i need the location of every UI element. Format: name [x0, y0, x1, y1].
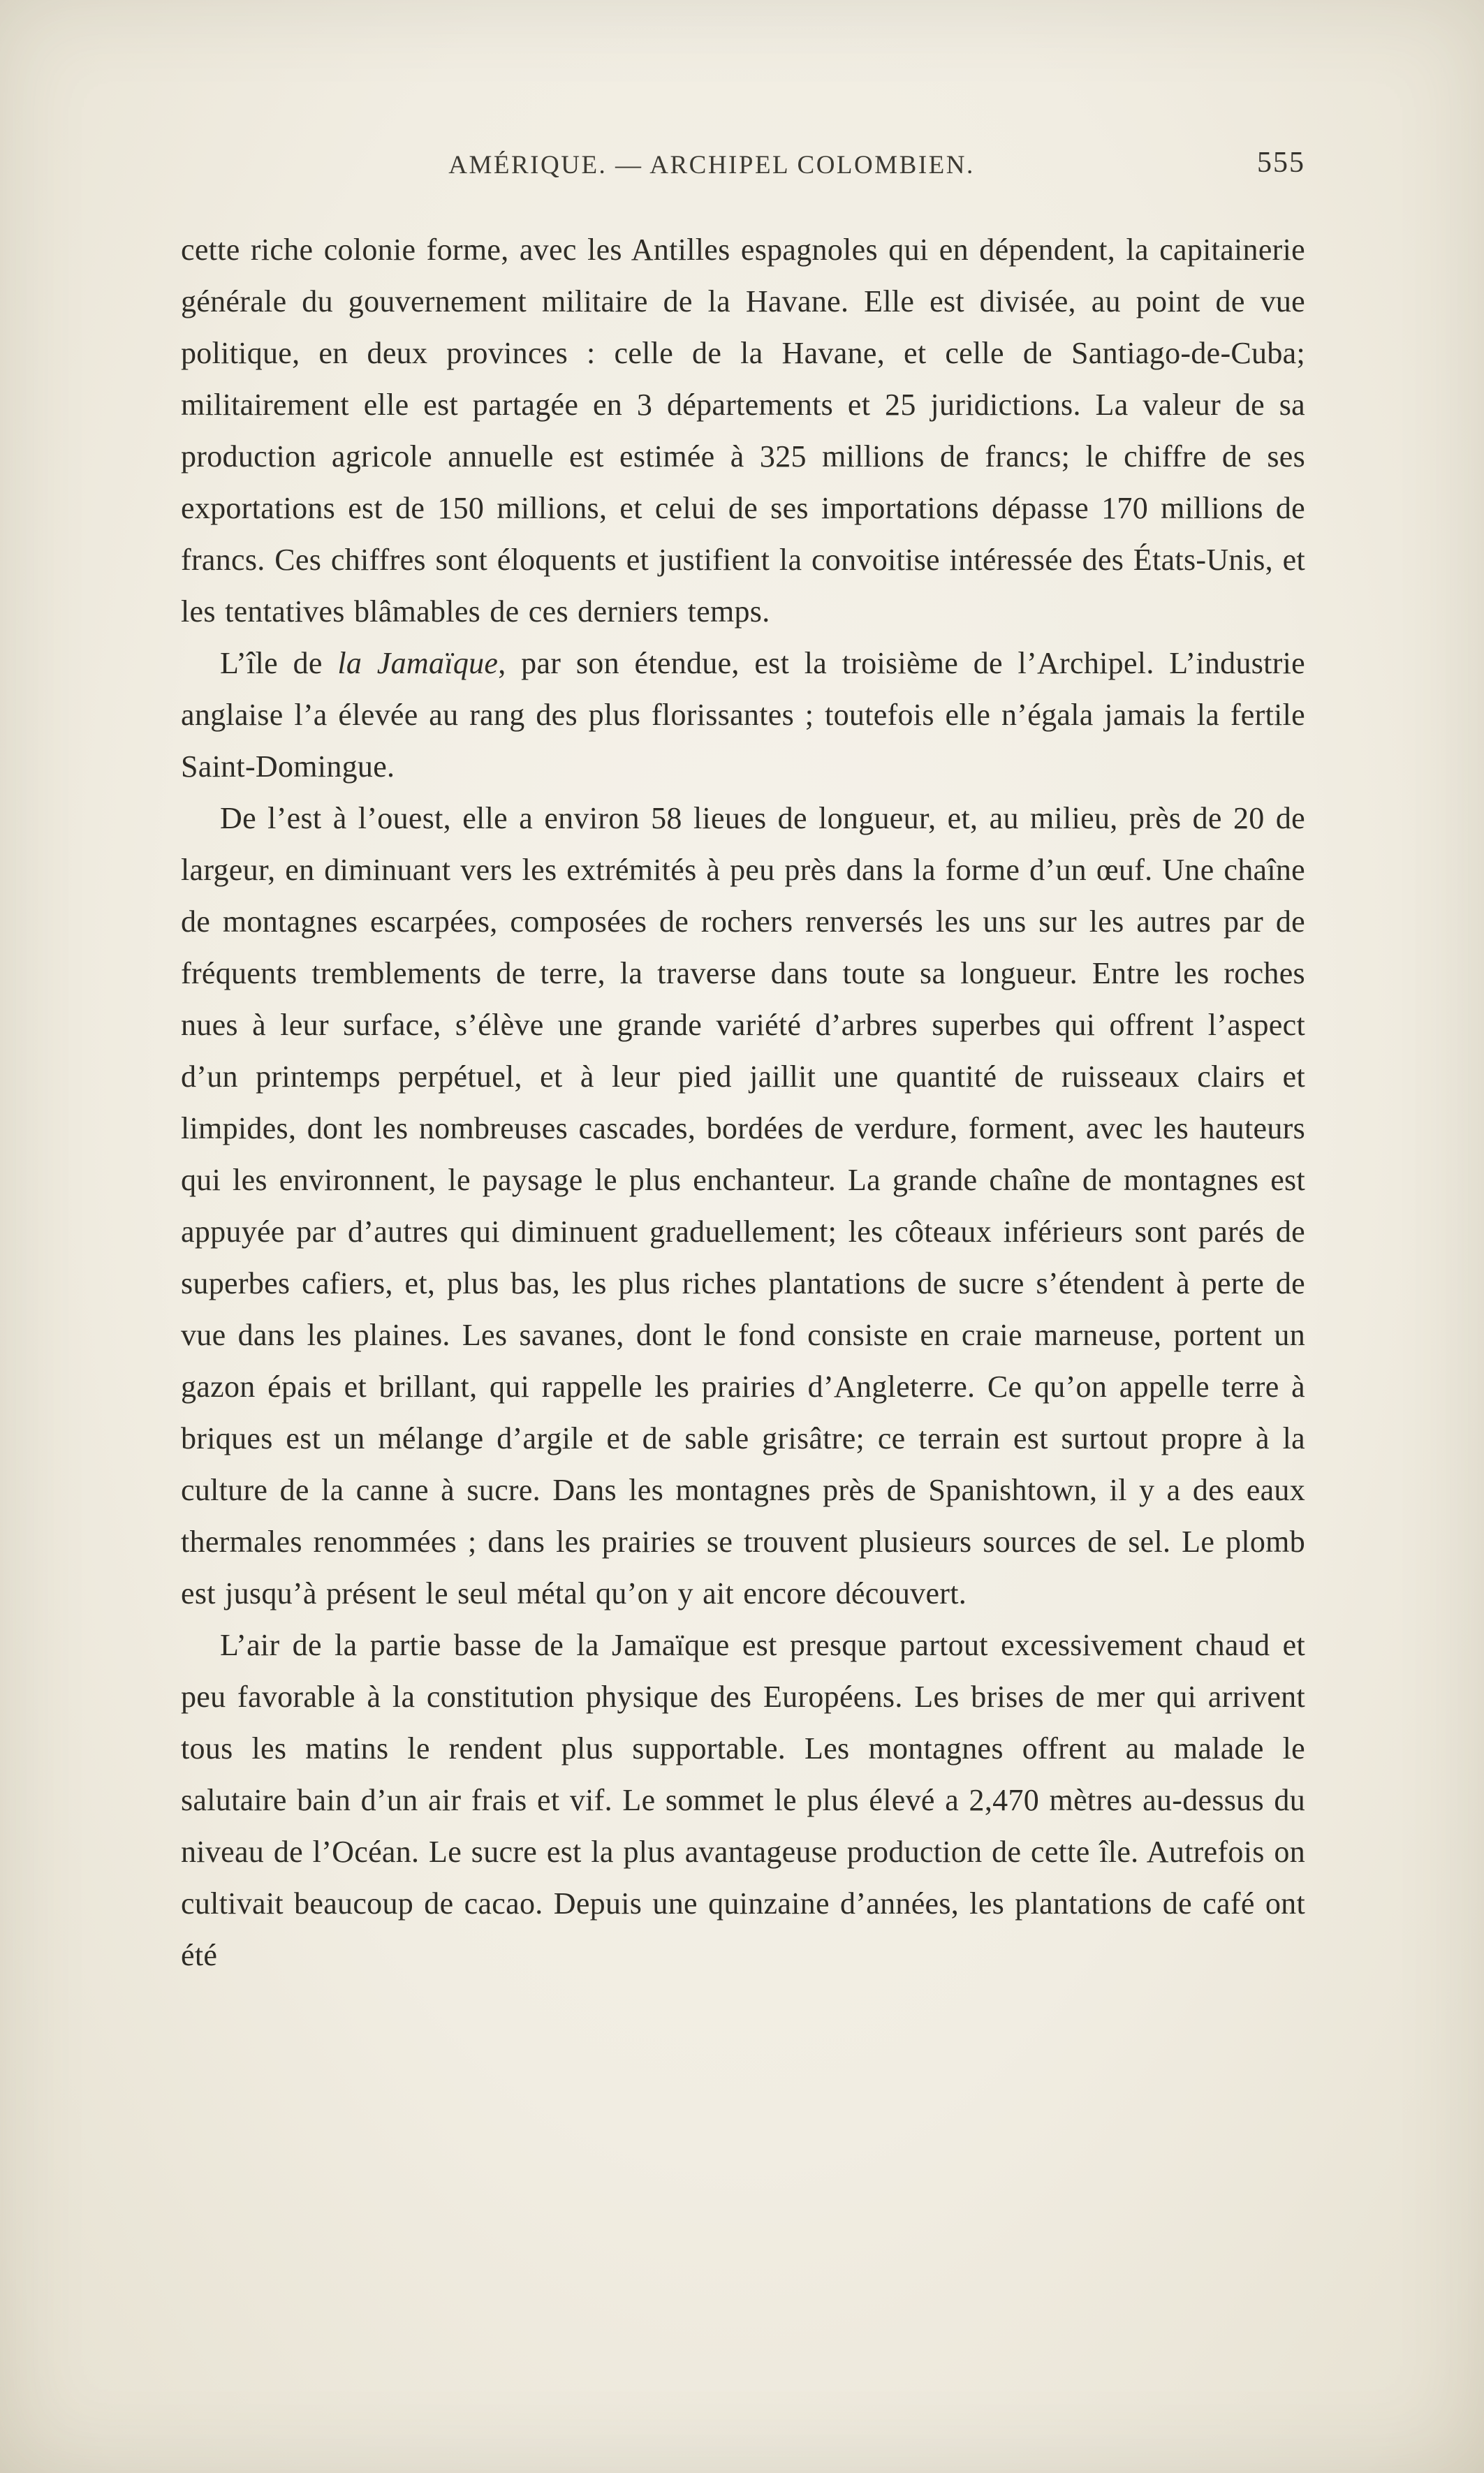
running-title: AMÉRIQUE. — ARCHIPEL COLOMBIEN. [448, 151, 975, 179]
page-body [181, 224, 1305, 1981]
paragraph-climat: L’air de la partie basse de la Jamaïque est presque partout excessivement chaud et peu favorable à la constitution physique des Européens. Les brises de mer qui arrivent tous les matins le rendent plus supportable. Les montagnes offrent au malade le salutaire bain d’un air frais et vif. Le sommet le plus élevé a 2,470 mètres au-dessus du niveau de l’Océan. Le sucre est la plus avantageuse production de cette île. Autrefois on cultivait beaucoup de cacao. Depuis une quinzaine d’années, les plantations de café ont été [181, 1628, 1305, 1972]
paragraph-jamaique-intro [181, 638, 1305, 793]
paragraph-geographie: De l’est à l’ouest, elle a environ 58 lieues de longueur, et, au milieu, près de 20 de largeur, en diminuant vers les extrémités à peu près dans la forme d’un œuf. Une chaîne de montagnes escarpées, composées de rochers renversés les uns sur les autres par de fréquents tremblements de terre, la traverse dans toute sa longueur. Entre les roches nues à leur surface, s’élève une grande variété d’arbres superbes qui offrent l’aspect d’un printemps perpétuel, et à leur pied jaillit une quantité de ruisseaux clairs et limpides, dont les nombreuses cascades, bordées de verdure, forment, avec les hauteurs qui les environnent, le paysage le plus enchanteur. La grande chaîne de montagnes est appuyée par d’autres qui diminuent graduellement; les côteaux inférieurs sont parés de superbes cafiers, et, plus bas, les plus riches plantations de sucre s’étendent à perte de vue dans les plaines. Les savanes, dont le fond consiste en craie marneuse, portent un gazon épais et brillant, qui rappelle les prairies d’Angleterre. Ce qu’on appelle terre à briques est un mélange d’argile et de sable grisâtre; ce terrain est surtout propre à la culture de la canne à sucre. Dans les montagnes près de Spanishtown, il y a des eaux thermales renommées ; dans les prairies se trouvent plusieurs sources de sel. Le plomb est jusqu’à présent le seul métal qu’on y ait encore découvert. [181, 801, 1305, 1610]
running-head [181, 147, 1305, 193]
paragraph-jamaique-post: , par son étendue, est la troisième de l’Archipel. L’industrie anglaise l’a élevée au rang des plus florissantes ; toutefois elle n’égala jamais la fertile Saint-Domingue. [181, 646, 1305, 784]
paragraph-cuba: cette riche colonie forme, avec les Antilles espagnoles qui en dépendent, la capitainerie générale du gouvernement militaire de la Havane. Elle est divisée, au point de vue politique, en deux provinces : celle de la Havane, et celle de Santiago-de-Cuba; militairement elle est partagée en 3 départements et 25 juridictions. La valeur de sa production agricole annuelle est estimée à 325 millions de francs; le chiffre de ses exportations est de 150 millions, et celui de ses importations dépasse 170 millions de francs. Ces chiffres sont éloquents et justifient la convoitise intéressée des États-Unis, et les tentatives blâmables de ces derniers temps. [181, 233, 1305, 629]
page-number: 555 [1257, 147, 1305, 179]
book-page [181, 147, 1305, 1981]
paragraph-jamaique-pre: L’île de [220, 646, 338, 680]
jamaique-italic-title: la Jamaïque [337, 646, 499, 680]
